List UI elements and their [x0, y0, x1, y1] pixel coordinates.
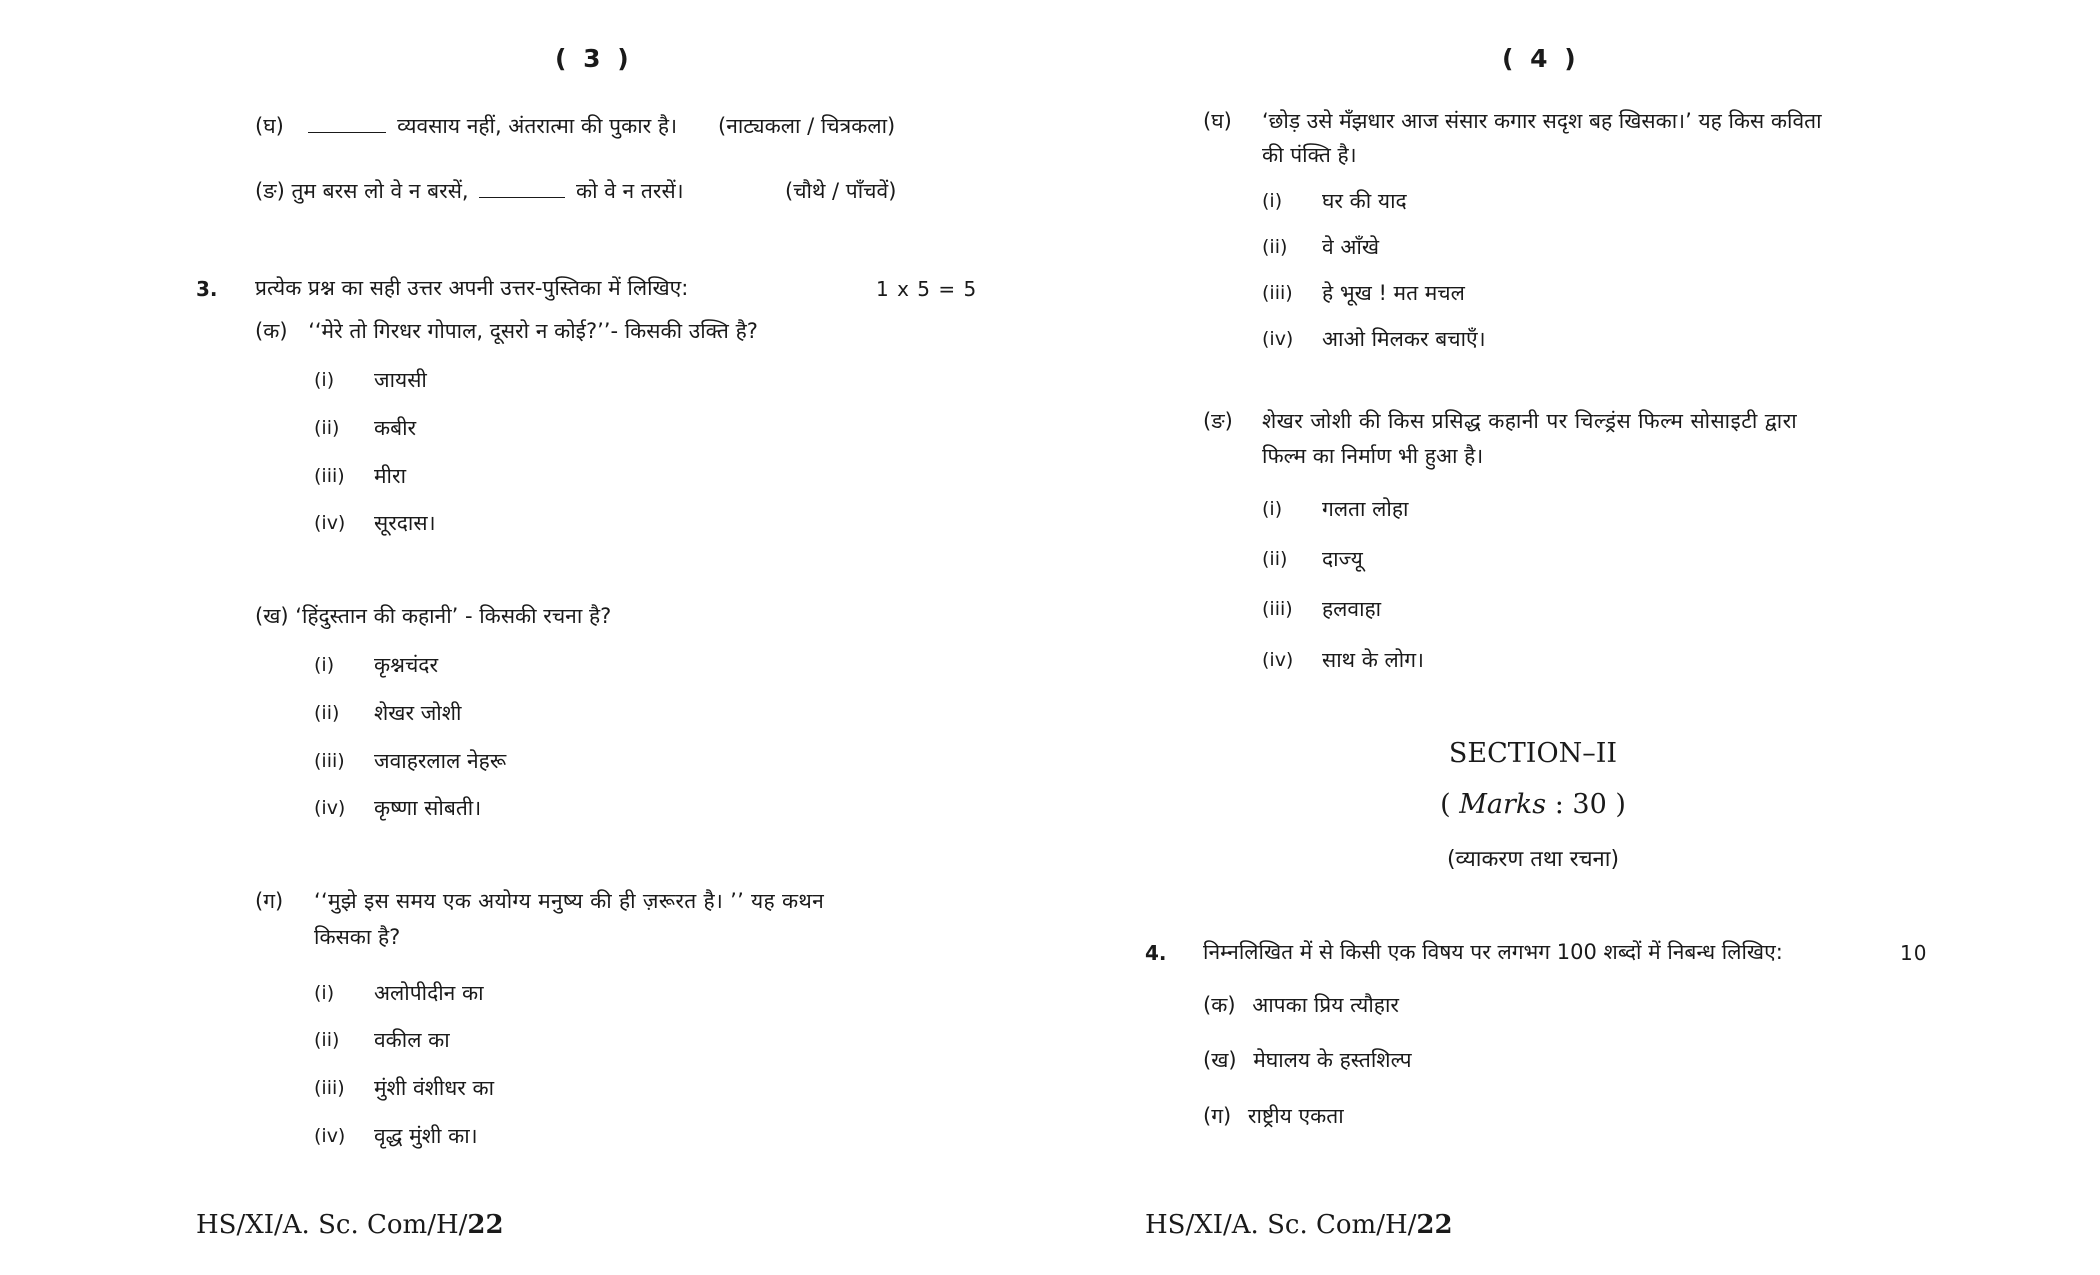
item-text: व्यवसाय नहीं, अंतरात्मा की पुकार है।	[397, 114, 678, 138]
option-text: वे आँखे	[1322, 235, 1379, 259]
section-title: SECTION–II	[1448, 738, 1618, 769]
option-text: शेखर जोशी	[374, 701, 462, 725]
footer-code-number: 22	[467, 1210, 504, 1240]
item-label: (घ)	[255, 114, 284, 138]
sub-question-text: ‘‘मेरे तो गिरधर गोपाल, दूसरो न कोई?’’- किसकी उक्ति है?	[308, 319, 758, 343]
question-number: 3.	[196, 277, 218, 301]
sub-question-text-line1: ‘छोड़ उसे मँझधार आज संसार कगार सदृश बह खिसका।’ यह किस कविता	[1262, 109, 1822, 133]
blank-line	[479, 196, 565, 198]
fill-blank-item	[255, 178, 684, 204]
right-page	[1050, 0, 2100, 1275]
footer-code: HS/XI/A. Sc. Com/H/	[196, 1210, 468, 1240]
question-marks: 1 x 5 = 5	[876, 277, 978, 301]
page-number: ( 4 )	[1502, 44, 1580, 73]
option-number: (ii)	[314, 702, 340, 724]
sub-question-text-line2: किसका है?	[314, 925, 401, 949]
section-marks	[1283, 789, 1783, 820]
option-number: (i)	[1262, 498, 1283, 520]
option-number: (iv)	[314, 1125, 346, 1147]
option-text: मीरा	[374, 464, 407, 488]
option-text: मुंशी वंशीधर का	[374, 1076, 495, 1100]
sub-question-text: ‘हिंदुस्तान की कहानी’ - किसकी रचना है?	[295, 604, 612, 628]
item-label: (ङ)	[255, 179, 285, 203]
footer-code-number: 22	[1416, 1210, 1453, 1240]
option-number: (iv)	[314, 797, 346, 819]
section-subtitle: (व्याकरण तथा रचना)	[1446, 847, 1620, 872]
blank-line	[308, 131, 386, 133]
option-number: (iv)	[1262, 328, 1294, 350]
topic-label: (ग)	[1203, 1104, 1232, 1128]
option-number: (iv)	[314, 512, 346, 534]
sub-question-text-line1: शेखर जोशी की किस प्रसिद्ध कहानी पर चिल्ड्रंस फिल्म सोसाइटी द्वारा	[1262, 409, 1798, 433]
option-text: आओ मिलकर बचाएँ।	[1322, 327, 1486, 351]
option-number: (iii)	[314, 1077, 345, 1099]
topic-label: (ख)	[1203, 1048, 1237, 1072]
page-number: ( 3 )	[555, 44, 633, 73]
item-text-before: तुम बरस लो वे न बरसें,	[291, 179, 469, 203]
fill-blank-item	[255, 113, 677, 139]
option-number: (ii)	[314, 1029, 340, 1051]
sub-question-label: (ग)	[255, 889, 284, 913]
option-number: (ii)	[1262, 548, 1288, 570]
option-text: गलता लोहा	[1322, 497, 1409, 521]
item-choices: (नाट्यकला / चित्रकला)	[718, 114, 896, 138]
option-text: जवाहरलाल नेहरू	[374, 749, 507, 773]
topic-item	[1203, 1047, 1412, 1073]
question-marks: 10	[1900, 941, 1928, 965]
option-text: कृष्णा सोबती।	[374, 796, 482, 820]
sub-question	[255, 318, 758, 344]
option-text: कृश्नचंदर	[374, 653, 439, 677]
topic-item	[1203, 1103, 1344, 1129]
option-number: (i)	[1262, 190, 1283, 212]
page-footer	[1145, 1210, 1453, 1240]
sub-question-label: (ङ)	[1203, 409, 1233, 433]
option-text: साथ के लोग।	[1322, 648, 1424, 672]
option-text: वृद्ध मुंशी का।	[374, 1124, 478, 1148]
item-text-after: को वे न तरसें।	[575, 179, 684, 203]
option-number: (iv)	[1262, 649, 1294, 671]
option-text: हे भूख ! मत मचल	[1322, 281, 1465, 305]
sub-question-text-line1: ‘‘मुझे इस समय एक अयोग्य मनुष्य की ही ज़रूरत है। ’’ यह कथन	[314, 889, 825, 913]
topic-label: (क)	[1203, 993, 1236, 1017]
section-marks-value: : 30 )	[1554, 789, 1626, 820]
option-text: सूरदास।	[374, 511, 436, 535]
sub-question-label: (घ)	[1203, 109, 1232, 133]
option-number: (iii)	[314, 750, 345, 772]
sub-question-text-line2: फिल्म का निर्माण भी हुआ है।	[1262, 444, 1484, 468]
option-text: कबीर	[374, 416, 417, 440]
question-instruction: प्रत्येक प्रश्न का सही उत्तर अपनी उत्तर-पुस्तिका में लिखिए:	[255, 276, 689, 300]
option-number: (i)	[314, 654, 335, 676]
topic-text: मेघालय के हस्तशिल्प	[1253, 1048, 1412, 1072]
option-text: घर की याद	[1322, 189, 1407, 213]
item-choices: (चौथे / पाँचवें)	[785, 179, 897, 203]
topic-text: आपका प्रिय त्यौहार	[1252, 993, 1399, 1017]
option-text: अलोपीदीन का	[374, 981, 484, 1005]
option-number: (iii)	[1262, 282, 1293, 304]
section-marks-open: (	[1440, 789, 1451, 820]
question-instruction: निम्नलिखित में से किसी एक विषय पर लगभग 100 शब्दों में निबन्ध लिखिए:	[1203, 940, 1783, 964]
option-text: जायसी	[374, 368, 427, 392]
option-number: (ii)	[314, 417, 340, 439]
option-number: (i)	[314, 369, 335, 391]
footer-code: HS/XI/A. Sc. Com/H/	[1145, 1210, 1417, 1240]
option-text: दाज्यू	[1322, 547, 1363, 571]
topic-text: राष्ट्रीय एकता	[1247, 1104, 1344, 1128]
topic-item	[1203, 992, 1399, 1018]
option-number: (iii)	[314, 465, 345, 487]
option-number: (ii)	[1262, 236, 1288, 258]
section-marks-label: Marks	[1459, 789, 1547, 820]
option-text: हलवाहा	[1322, 597, 1382, 621]
sub-question	[255, 603, 611, 629]
question-number: 4.	[1145, 941, 1167, 965]
option-number: (i)	[314, 982, 335, 1004]
sub-question-text-line2: की पंक्ति है।	[1262, 143, 1357, 167]
page-footer	[196, 1210, 504, 1240]
sub-question-label: (क)	[255, 319, 288, 343]
option-text: वकील का	[374, 1028, 450, 1052]
option-number: (iii)	[1262, 598, 1293, 620]
sub-question-label: (ख)	[255, 604, 289, 628]
